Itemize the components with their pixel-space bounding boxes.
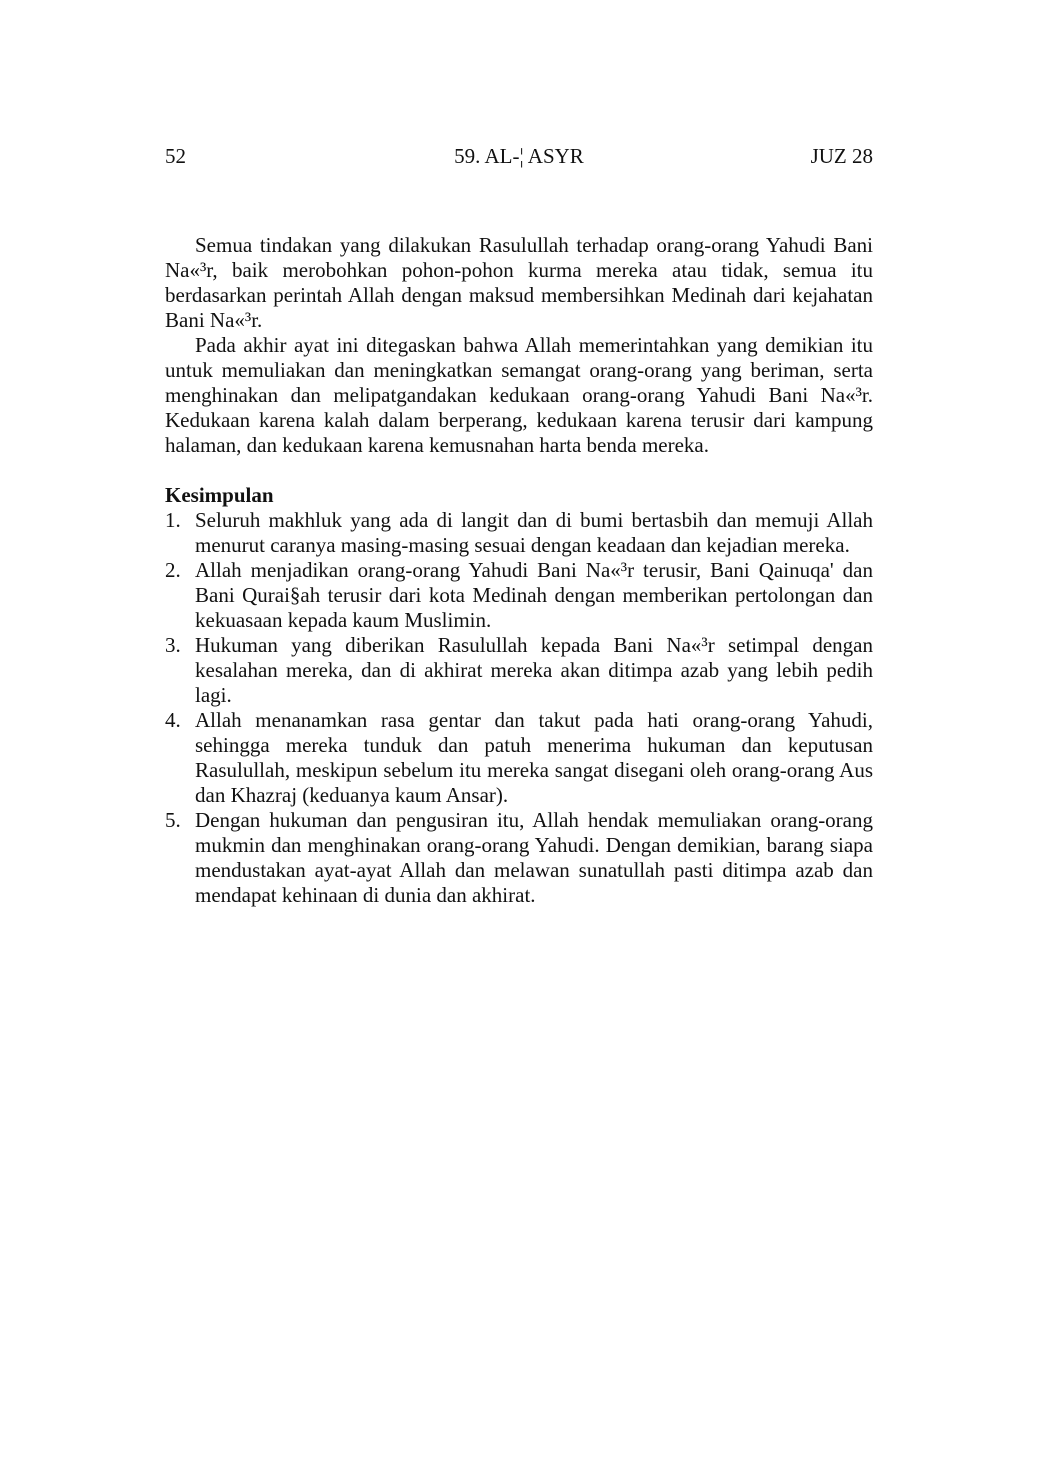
list-item-number: 5. <box>165 808 181 832</box>
list-item-text: Seluruh makhluk yang ada di langit dan di bumi bertasbih dan memuji Allah menurut caranya masing-masing sesuai dengan keadaan dan kejadian mereka. <box>195 508 873 557</box>
list-item-number: 2. <box>165 558 181 582</box>
chapter-title: 59. AL-¦ ASYR <box>454 144 584 168</box>
list-item <box>165 508 873 558</box>
list-item <box>165 808 873 908</box>
list-item-number: 3. <box>165 633 181 657</box>
page-number: 52 <box>165 144 186 168</box>
conclusion-list <box>165 508 873 908</box>
list-item <box>165 558 873 633</box>
list-item-number: 1. <box>165 508 181 532</box>
conclusion-heading: Kesimpulan <box>165 483 274 507</box>
list-item-text: Allah menjadikan orang-orang Yahudi Bani Na«³r terusir, Bani Qainuqa' dan Bani Qurai§ah terusir dari kota Medinah dengan memberikan pertolongan dan kekuasaan kepada kaum Muslimin. <box>195 558 873 632</box>
paragraph: Semua tindakan yang dilakukan Rasulullah terhadap orang-orang Yahudi Bani Na«³r, baik merobohkan pohon-pohon kurma mereka atau tidak, semua itu berdasarkan perintah Allah dengan maksud membersihkan Medinah dari kejahatan Bani Na«³r. <box>165 233 873 332</box>
list-item-text: Allah menanamkan rasa gentar dan takut pada hati orang-orang Yahudi, sehingga mereka tunduk dan patuh menerima hukuman dan keputusan Rasulullah, meskipun sebelum itu mereka sangat disegani oleh orang-orang Aus dan Khazraj (keduanya kaum Ansar). <box>195 708 873 807</box>
paragraph: Pada akhir ayat ini ditegaskan bahwa Allah memerintahkan yang demikian itu untuk memuliakan dan meningkatkan semangat orang-orang yang beriman, serta menghinakan dan melipatgandakan kedukaan orang-orang Yahudi Bani Na«³r. Kedukaan karena kalah dalam berperang, kedukaan karena terusir dari kampung halaman, dan kedukaan karena kemusnahan harta benda mereka. <box>165 333 873 457</box>
list-item-text: Hukuman yang diberikan Rasulullah kepada Bani Na«³r setimpal dengan kesalahan mereka, dan di akhirat mereka akan ditimpa azab yang lebih pedih lagi. <box>195 633 873 707</box>
list-item-number: 4. <box>165 708 181 732</box>
list-item <box>165 708 873 808</box>
page-body <box>165 233 873 908</box>
juz-label: JUZ 28 <box>810 144 873 168</box>
list-item <box>165 633 873 708</box>
list-item-text: Dengan hukuman dan pengusiran itu, Allah hendak memuliakan orang-orang mukmin dan menghinakan orang-orang Yahudi. Dengan demikian, barang siapa mendustakan ayat-ayat Allah dan melawan sunatullah pasti ditimpa azab dan mendapat kehinaan di dunia dan akhirat. <box>195 808 873 907</box>
page-header <box>165 144 873 172</box>
